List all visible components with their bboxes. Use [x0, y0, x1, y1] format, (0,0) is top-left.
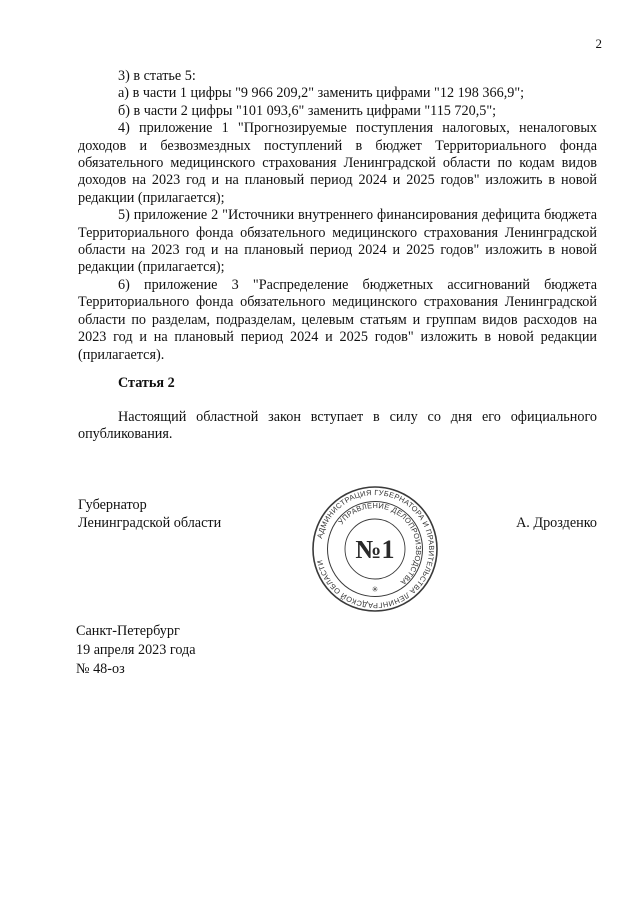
page-number: 2	[595, 36, 602, 51]
law-footer	[76, 622, 196, 679]
footer-law-number: № 48-оз	[76, 661, 125, 677]
amendment-paragraph: 3) в статье 5:	[118, 68, 196, 84]
seal-outer-text: АДМИНИСТРАЦИЯ ГУБЕРНАТОРА И ПРАВИТЕЛЬСТВА ЛЕНИНГРАДСКОЙ ОБЛАСТИ	[315, 487, 437, 611]
seal-number: №1	[355, 535, 395, 564]
amendment-paragraph: б) в части 2 цифры "101 093,6" заменить цифрами "115 720,5";	[118, 102, 497, 119]
official-seal-stamp	[310, 484, 440, 614]
amendment-paragraph: а) в части 1 цифры "9 966 209,2" заменить цифрами "12 198 366,9";	[118, 85, 525, 102]
seal-star-icon: ✳	[371, 585, 379, 594]
amendment-paragraph: 5) приложение 2 "Источники внутреннего финансирования дефицита бюджета Территориального фонда обязательного медицинского страхования Ленинградской области на 2023 год и на плановый период 2024 и 2025 годов" изложить в новой редакции (прилагается);	[78, 207, 597, 276]
article-2-body	[78, 409, 597, 444]
signatory-title-line: Губернатор	[78, 497, 147, 513]
signatory-title	[78, 496, 221, 532]
amendment-paragraph: 4) приложение 1 "Прогнозируемые поступления налоговых, неналоговых доходов и безвозмездных поступлений в бюджет Территориального фонда обязательного медицинского страхования Ленинградской области по кодам видов доходов на 2023 год и на плановый период 2024 и 2025 годов" изложить в новой редакции (прилагается);	[78, 120, 597, 206]
amendment-paragraph: 6) приложение 3 "Распределение бюджетных ассигнований бюджета Территориального фонда обязательного медицинского страхования Ленинградской области по разделам, подразделам, целевым статьям и группам видов расходов на 2023 год и на плановый период 2024 и 2025 годов" изложить в новой редакции (прилагается).	[78, 276, 597, 363]
article-2-paragraph: Настоящий областной закон вступает в силу со дня его официального опубликования.	[78, 409, 597, 443]
footer-date: 19 апреля 2023 года	[76, 642, 196, 658]
signatory-name: А. Дрозденко	[516, 515, 597, 531]
amendments-section	[78, 68, 597, 364]
article-2-heading: Статья 2	[118, 375, 175, 391]
footer-city: Санкт-Петербург	[76, 623, 180, 639]
signatory-title-line: Ленинградской области	[78, 515, 222, 531]
seal-inner-text: УПРАВЛЕНИЕ ДЕЛОПРОИЗВОДСТВА	[336, 500, 424, 588]
